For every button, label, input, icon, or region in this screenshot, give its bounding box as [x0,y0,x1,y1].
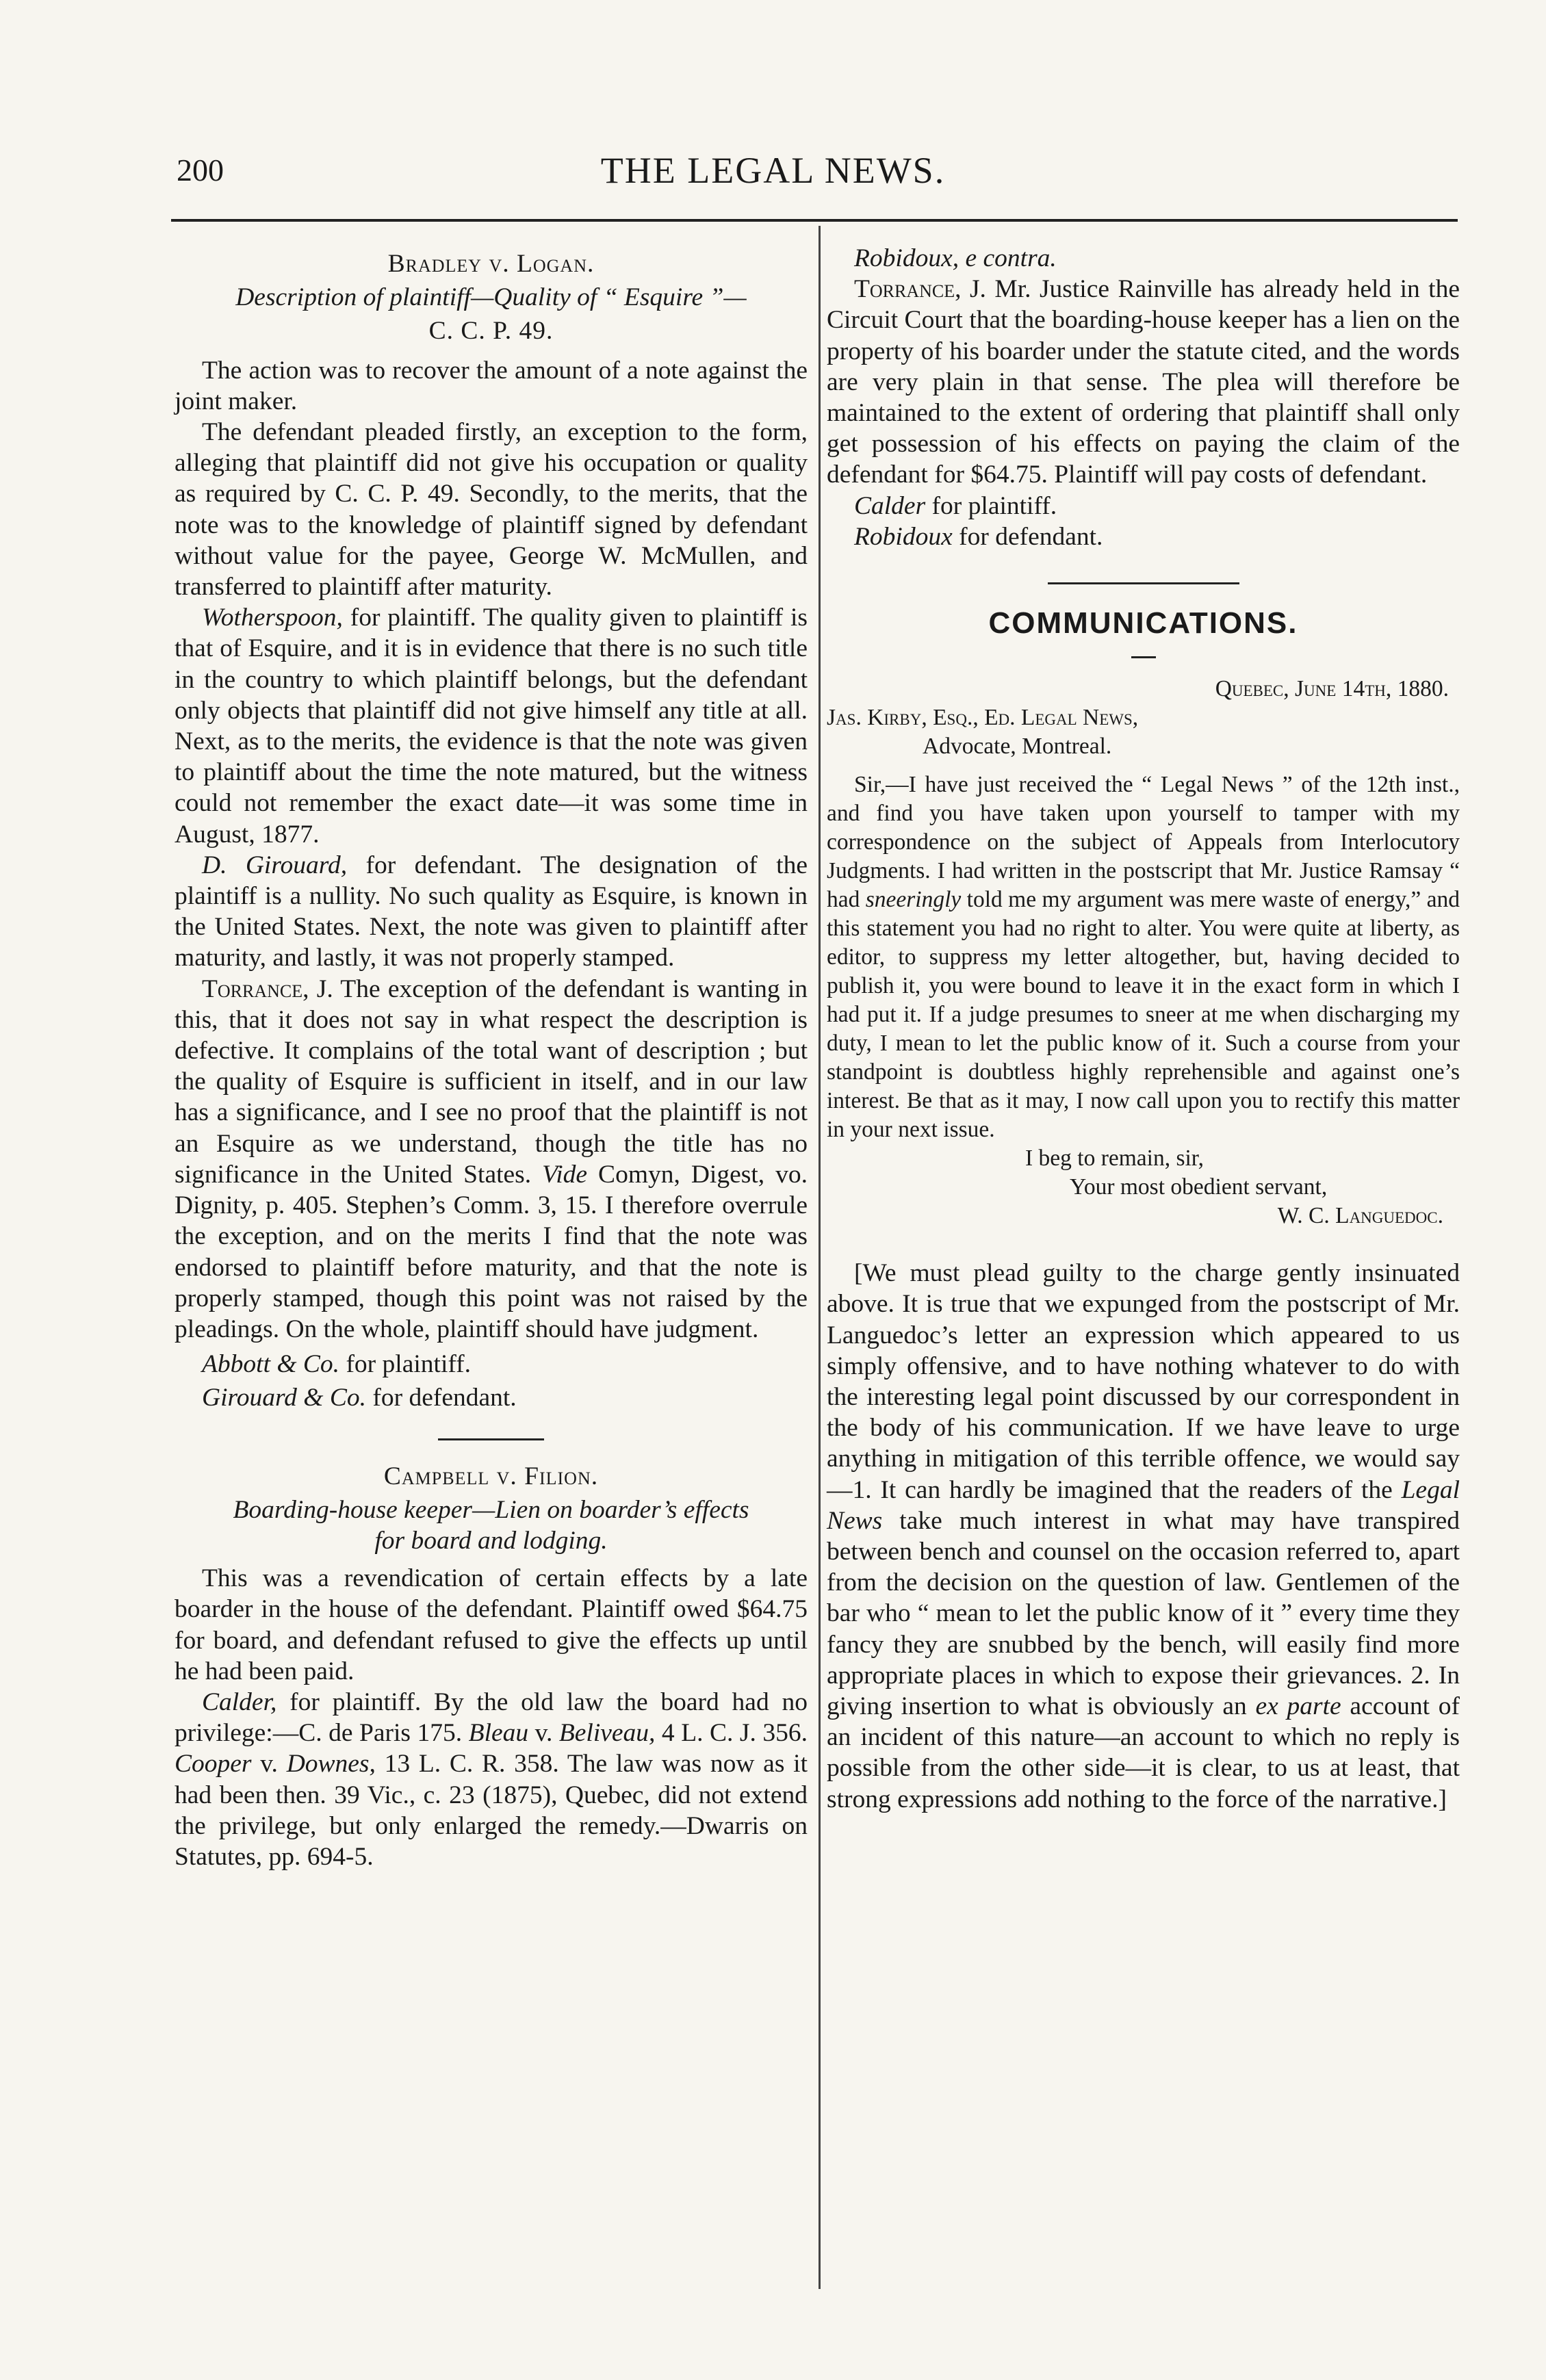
citation-term: Vide [542,1160,588,1189]
publication-name: Legal News [827,1475,1460,1535]
case-party: Cooper [175,1750,252,1778]
paragraph [827,243,1460,274]
case-party: Beliveau, [558,1719,656,1748]
counsel-name: Girouard & Co. [202,1384,366,1412]
paragraph [175,850,808,974]
counsel-name: D. Girouard, [202,851,348,879]
counsel-line [827,491,1460,521]
letter [827,675,1460,1230]
paragraph-text: for plaintiff. The quality given to plaintiff is that of Esquire, and it is in evidence that there is no such title in the country to which plaintiff belongs, but the defendant only objects that plaintiff did not give himself any title at all. Next, as to the merits, the evidence is that the note was given to plaintiff about the time the note matured, but the witness could not remember the exact date—it was some time in August, 1877. [175,604,808,849]
column-divider [819,226,821,2289]
letter-body [827,771,1460,1144]
judge-name: Torrance, J. [202,974,333,1003]
section-rule [438,1438,544,1440]
counsel-role: for plaintiff. [925,491,1057,520]
dateline: Quebec, June 14th, 1880. [1215,676,1449,702]
counsel-line [175,1349,808,1380]
emphasis: ex parte [1255,1692,1341,1721]
paragraph [175,602,808,850]
counsel-name: Robidoux [854,522,953,551]
counsel-role: for defendant. [365,1384,517,1412]
counsel-name: Abbott & Co. [202,1350,340,1379]
heading-dash [1131,656,1156,658]
section-rule [1048,582,1239,584]
counsel-line [175,1382,808,1413]
paragraph: This was a revendication of certain effects by a late boarder in the house of the defendant. Plaintiff owed $64.75 for board, and defendant refused to give the effects up until he had been paid. [175,1564,808,1685]
page-number: 200 [177,153,224,187]
addressee-line2: Advocate, Montreal. [923,734,1112,760]
signature: W. C. Languedoc. [1277,1203,1443,1229]
case-title-bradley: Bradley v. Logan. [387,250,595,278]
contra-text: e contra. [959,244,1057,272]
paragraph: The action was to recover the amount of a note against the joint maker. [175,356,808,415]
editorial-text: account of an incident of this nature—an account to which no reply is possible from the other side—it is clear, to us at least, that strong expressions add nothing to the force of the narrative.] [827,1692,1460,1813]
case-party: Downes, [286,1750,376,1778]
paragraph-text: v. [251,1750,287,1778]
counsel-name: Wotherspoon, [202,604,343,632]
editorial-note [827,1258,1460,1815]
paragraph: The defendant pleaded firstly, an exception to the form, alleging that plaintiff did not give his occupation or quality as required by C. C. P. 49. Secondly, to the merits, that the note was to the knowledge of plaintiff signed by defendant without value for the payee, George W. McMullen, and transferred to plaintiff after maturity. [175,418,808,602]
paragraph [175,974,808,1345]
counsel-role: for plaintiff. [339,1350,472,1379]
counsel-role: for defendant. [952,522,1103,551]
case-subtitle: Description of plaintiff—Quality of “ Esquire ”— [235,283,747,312]
paragraph-text: The exception of the defendant is wanting in this, that it does not say in what respect the description is defective. It complains of the total want of description ; but the quality of Esquire is sufficient in itself, and in our law has a significance, and I see no proof that the plaintiff is not an Esquire as we understand, though the title has no significance in the United States. [175,974,808,1189]
closing: I beg to remain, sir, [1025,1146,1204,1172]
judge-name: Torrance, J. [854,275,986,304]
paragraph [827,274,1460,490]
case-subtitle-citation: C. C. P. 49. [428,317,554,346]
addressee: Jas. Kirby, Esq., Ed. Legal News, [827,705,1139,731]
counsel-name: Robidoux, [854,244,959,272]
right-column [827,243,1460,1815]
letter-text: told me my argument was mere waste of energy,” and this statement you had no right to alter. You were quite at liberty, as editor, to suppress my letter altogether, but, having decided to publish it, you were bound to leave it in the exact form in which I had put it. If a judge presumes to sneer at me when discharging my duty, I mean to let the public know of it. Such a course from your standpoint is doubtless highly reprehensible and against one’s interest. Be that as it may, I now call upon you to rectify this matter in your next issue. [827,887,1460,1143]
closing: Your most obedient servant, [1070,1174,1328,1200]
editorial-text: [We must plead guilty to the charge gently insinuated above. It is true that we expunged from the postscript of Mr. Languedoc’s letter an expression which appeared to us simply offensive, and to have nothing whatever to do with the interesting legal point discussed by our correspondent in the body of his communication. If we have leave to urge anything in mitigation of this terrible offence, we would say—1. It can hardly be imagined that the readers of the [827,1259,1460,1504]
header-rule [171,219,1458,222]
left-column [175,243,808,1872]
case-party: Bleau [468,1719,529,1748]
paragraph-text: for plaintiff. By the old law the board had no privilege:—C. de Paris 175. [175,1687,808,1748]
counsel-name: Calder [854,491,926,520]
paragraph-text: Mr. Justice Rainville has already held in the Circuit Court that the boarding-house keeper has a lien on the property of his boarder under the statute cited, and the words are very plain in that sense. The plea will therefore be maintained to the extent of ordering that plaintiff shall only get possession of his effects on paying the claim of the defendant for $64.75. Plaintiff will pay costs of defendant. [827,275,1460,489]
counsel-line [827,521,1460,552]
paragraph-text: for defendant. The designation of the plaintiff is a nullity. No such quality as Esquire, is known in the United States. Next, the note was given to plaintiff after maturity, and lastly, it was not properly stamped. [175,851,808,972]
paragraph-text: Comyn, Digest, vo. Dignity, p. 405. Stephen’s Comm. 3, 15. I therefore overrule the exception, and on the merits I find that the note was endorsed to plaintiff before maturity, and that the note is properly stamped, though this point was not raised by the pleadings. On the whole, plaintiff should have judgment. [175,1160,808,1343]
emphasis: sneeringly [865,887,962,913]
letter-text: Sir,—I have just received the “ Legal News ” of the 12th inst., and find you have taken upon yourself to tamper with my correspondence on the subject of Appeals from Interlocutory Judgments. I had written in the postscript that Mr. Justice Ramsay “ had [827,772,1460,913]
paragraph-text: 13 L. C. R. 358. The law was now as it had been then. 39 Vic., c. 23 (1875), Quebec, did not extend the privilege, but only enlarged the remedy.—Dwarris on Statutes, pp. 694-5. [175,1750,808,1871]
paragraph-text: 4 L. C. J. 356. [655,1719,808,1748]
counsel-name: Calder, [202,1687,277,1716]
running-head: THE LEGAL NEWS. [600,150,946,191]
case-subtitle: for board and lodging. [374,1526,608,1555]
case-subtitle: Boarding-house keeper—Lien on boarder’s effects [233,1495,749,1524]
paragraph [175,1687,808,1872]
case-title-campbell: Campbell v. Filion. [383,1462,599,1490]
editorial-text: take much interest in what may have transpired between bench and counsel on the occasion referred to, apart from the decision on the question of law. Gentlemen of the bar who “ mean to let the public know of it ” every time they fancy they are snubbed by the bench, will easily find more appropriate places in which to expose their grievances. 2. In giving insertion to what is obviously an [827,1506,1460,1721]
paragraph-text: v. [528,1719,559,1748]
section-heading: COMMUNICATIONS. [988,606,1298,641]
